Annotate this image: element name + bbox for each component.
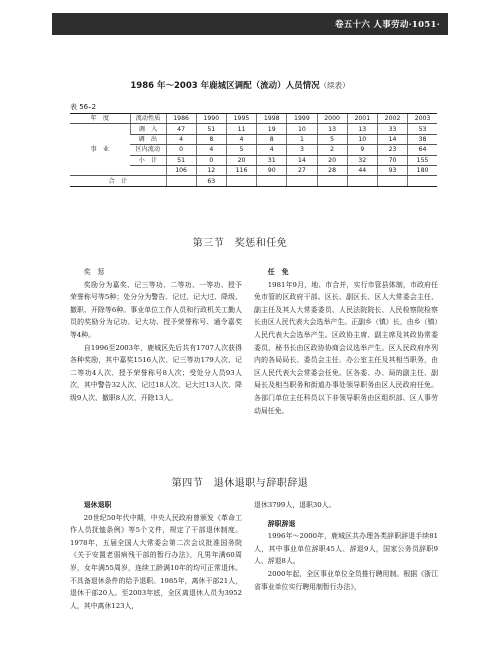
table-cell: 4 — [226, 134, 256, 144]
year-cell: 2002 — [377, 114, 407, 124]
table-cell: 14 — [287, 155, 317, 165]
table-cell: 11 — [226, 124, 256, 134]
year-cell: 2000 — [317, 114, 347, 124]
table-cell — [377, 176, 407, 186]
table-title-main: 1986 年～2003 年鹿城区调配（流动）人员情况 — [130, 81, 320, 91]
paragraph: 奖励分为嘉奖、记三等功、二等功、一等功、授予荣誉称号等5种；处分分为警告、记过、记大过、降级、撤职、开除等6种。事业单位工作人员和行政机关工勤人员的奖励分为记功、记大功、授予荣誉称号、通令嘉奖等4种。 — [70, 280, 242, 339]
table-cell: 13 — [347, 124, 377, 134]
year-cell: 1995 — [226, 114, 256, 124]
table-cell — [287, 176, 317, 186]
paragraph-continued: 退休3799人，退职30人。 — [254, 501, 336, 509]
header-year-label: 年 度 — [70, 114, 130, 124]
subheading-retirement: 退休退职 — [83, 501, 112, 509]
table-cell: 5 — [226, 145, 256, 155]
table-cell: 23 — [377, 145, 407, 155]
table-cell: 44 — [347, 165, 377, 175]
total-label: 合 计 — [70, 176, 166, 186]
table-cell: 90 — [257, 165, 287, 175]
row-label: 区内流动 — [130, 145, 166, 155]
table-cell: 19 — [257, 124, 287, 134]
table-cell: 3 — [287, 145, 317, 155]
table-cell — [166, 176, 196, 186]
table-cell: 180 — [408, 165, 437, 175]
row-label: 调 出 — [130, 134, 166, 144]
personnel-table — [70, 113, 437, 187]
table-cell — [257, 176, 287, 186]
table-cell — [226, 176, 256, 186]
table-cell: 8 — [196, 134, 226, 144]
table-number: 表 56–2 — [70, 103, 97, 111]
row-label: 调 入 — [130, 124, 166, 134]
year-cell: 1986 — [166, 114, 196, 124]
section4-right-column — [254, 499, 438, 593]
table-cell: 51 — [166, 155, 196, 165]
table-cell: 51 — [196, 124, 226, 134]
table-row — [70, 124, 437, 134]
group-label: 事 业 — [70, 124, 130, 176]
paragraph: 20世纪50年代中期，中央人民政府曾颁发《革命工作人员抚恤条例》等5个文件，规定了干部退休制度。1978年，五届全国人大常委会第二次会议批准国务院《关于安置老弱病残干部的暂行办法》，凡男年满60周岁，女年满55周岁，连续工龄满10年的均可正常退休。不具备退休条件的给予退职。1985年，离休干部21人，退休干部20人。至2003年底，全区离退休人员为3952人，其中离休123人， — [70, 513, 242, 610]
section4-left-column — [70, 499, 242, 612]
section3-left-column — [70, 266, 242, 405]
table-cell: 64 — [408, 145, 437, 155]
table-cell: 5 — [317, 134, 347, 144]
table-cell: 20 — [226, 155, 256, 165]
table-cell: 93 — [377, 165, 407, 175]
table-cell: 14 — [377, 134, 407, 144]
subheading-appointments: 任 免 — [267, 268, 289, 276]
table-cell — [408, 176, 437, 186]
table-cell: 106 — [166, 165, 196, 175]
paragraph: 2000年起，全区事业单位全员推行聘用制。根据《浙江省事业单位实行聘用制暂行办法》， — [254, 569, 438, 591]
paragraph: 自1996至2003年，鹿城区先后共有1707人次获得各种奖励，其中嘉奖1516人次、记三等功179人次、记二等功4人次、授予荣誉称号8人次；受处分人员93人次，其中警告32人次、记过18人次、记大过13人次、降级9人次、撤职8人次、开除13人。 — [70, 343, 242, 402]
paragraph: 1981年9月，地、市合并，实行市管县体制，市政府任免市管的区政府干部。区长、副区长、区人大常委会主任、副主任及其人大常委委员、人民法院院长、人民检察院检察长由区人民代表大会选举产生。正副乡（镇）长，由乡（镇）人民代表大会选举产生。区政协主席、副主席及其政协常委委员、秘书长由区政协协商会议选举产生。区人民政府序列内的各局局长、委员会主任、办公室主任及其相当职务，由区人民代表大会常委会任免。区各委、办、局的副主任、副局长及相当职务和街道办事处领导职务由区人民政府任免。各部门单位主任科员以下非领导职务由区组织部、区人事劳动局任免。 — [254, 280, 438, 415]
table-cell: 116 — [226, 165, 256, 175]
table-cell: 4 — [257, 145, 287, 155]
section3-right-column — [254, 266, 438, 417]
page-header — [52, 13, 448, 35]
table-cell: 28 — [317, 165, 347, 175]
table-cell: 47 — [166, 124, 196, 134]
header-type-label: 流动性质 — [130, 114, 166, 124]
table-title-suffix: （续表） — [319, 81, 350, 90]
table-cell: 4 — [196, 145, 226, 155]
table-total-row — [70, 176, 437, 186]
year-cell: 1990 — [196, 114, 226, 124]
section3-title: 第三节 奖惩和任免 — [192, 238, 288, 249]
year-cell: 1998 — [257, 114, 287, 124]
table-cell: 10 — [287, 124, 317, 134]
table-cell: 38 — [408, 134, 437, 144]
table-header-row — [70, 114, 437, 124]
year-cell: 2003 — [408, 114, 437, 124]
table-cell: 155 — [408, 155, 437, 165]
subheading-rewards: 奖 惩 — [83, 268, 105, 276]
table-cell: 20 — [317, 155, 347, 165]
table-cell: 13 — [317, 124, 347, 134]
table-cell: 0 — [166, 145, 196, 155]
table-cell — [317, 176, 347, 186]
section4-title: 第四节 退休退职与辞职辞退 — [171, 478, 309, 489]
row-label: 小 计 — [130, 155, 166, 165]
table-cell: 70 — [377, 155, 407, 165]
table-cell: 4 — [166, 134, 196, 144]
table-cell — [347, 176, 377, 186]
year-cell: 1999 — [287, 114, 317, 124]
year-cell: 2001 — [347, 114, 377, 124]
table-cell: 31 — [257, 155, 287, 165]
table-cell: 8 — [257, 134, 287, 144]
table-cell: 33 — [377, 124, 407, 134]
running-head: 卷五十六 人事劳动·1051· — [334, 20, 440, 30]
table-cell: 32 — [347, 155, 377, 165]
table-cell: 53 — [408, 124, 437, 134]
table-cell: 1 — [287, 134, 317, 144]
table-cell: 27 — [287, 165, 317, 175]
subheading-resignation: 辞职辞退 — [267, 519, 296, 528]
table-cell: 2 — [317, 145, 347, 155]
table-cell: 10 — [347, 134, 377, 144]
table-title — [0, 79, 480, 91]
table-cell: 9 — [347, 145, 377, 155]
table-cell: 63 — [196, 176, 226, 186]
table-cell: 12 — [196, 165, 226, 175]
table-cell: 0 — [196, 155, 226, 165]
row-label — [130, 165, 166, 175]
paragraph: 1996年～2000年，鹿城区共办理各类辞职辞退手续81人，其中事业单位辞职45人、辞退9人，国家公务员辞职9人、辞退8人。 — [254, 532, 438, 566]
